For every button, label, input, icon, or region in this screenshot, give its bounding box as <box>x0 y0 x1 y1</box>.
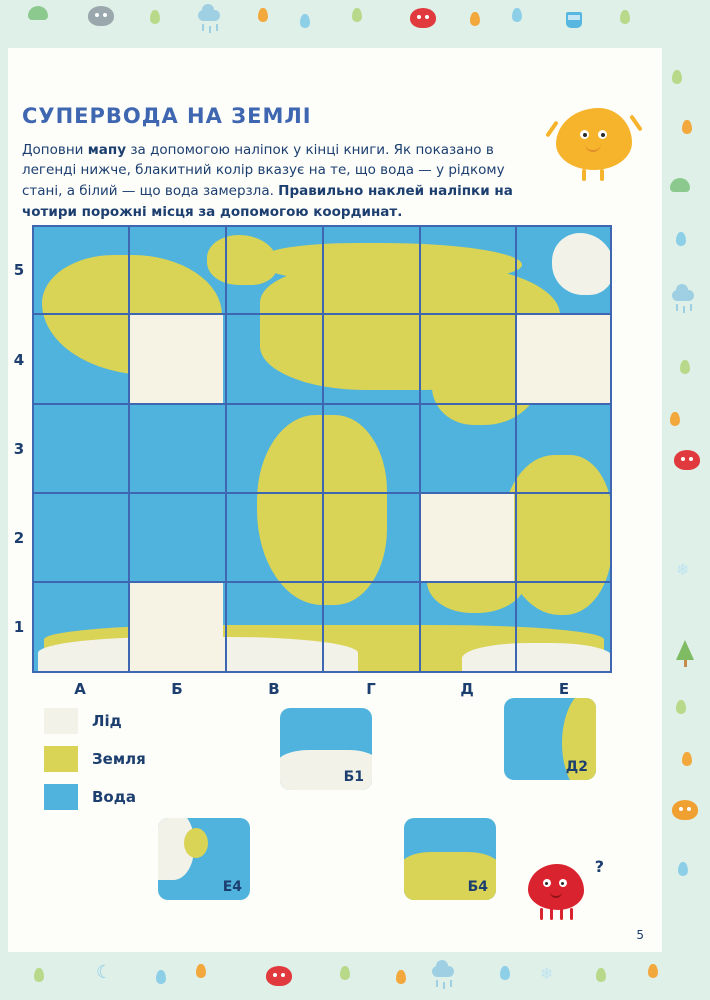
mascot-eye-right <box>598 130 607 139</box>
cloud-icon <box>672 290 694 301</box>
drop-icon <box>676 700 686 714</box>
blank-cell-d2[interactable] <box>420 493 514 581</box>
drop-icon <box>196 964 206 978</box>
sticker-e4-code: Е4 <box>222 879 242 895</box>
col-label-d: Д <box>460 680 474 698</box>
drop-icon <box>150 10 160 24</box>
col-label-e: Е <box>558 680 570 698</box>
drop-icon <box>672 70 682 84</box>
drop-icon <box>596 968 606 982</box>
drop-icon <box>512 8 522 22</box>
legend-swatch-ice <box>44 708 78 734</box>
row-label-3: 3 <box>13 440 25 458</box>
drop-icon <box>396 970 406 984</box>
sticker-e4[interactable] <box>158 818 250 900</box>
orange-blob-icon <box>672 800 698 820</box>
legend-swatch-land <box>44 746 78 772</box>
drop-icon <box>620 10 630 24</box>
ice-antarctic-shelf-2 <box>462 643 612 673</box>
sticker-e4-land <box>184 828 208 858</box>
decorative-border-right <box>662 0 710 1000</box>
sticker-d2-code: Д2 <box>565 759 588 775</box>
drop-icon <box>470 12 480 26</box>
bean-leg-4 <box>570 908 573 920</box>
mascot-eye-left <box>580 130 589 139</box>
rain-icon <box>450 980 452 987</box>
moon-icon: ☾ <box>96 962 113 983</box>
worksheet-content <box>8 48 662 952</box>
sticker-d2[interactable] <box>504 698 596 780</box>
red-blob-icon <box>410 8 436 28</box>
rain-icon <box>690 304 692 311</box>
snowflake-icon: ❄ <box>540 964 554 983</box>
legend-label-water: Вода <box>92 788 136 806</box>
instructions-part-1: Доповни <box>22 141 88 158</box>
instructions-bold-2: Правильно наклей наліпки на чотири порожні місця за допомогою координат. <box>22 183 513 221</box>
drop-icon <box>670 412 680 426</box>
bush-icon <box>670 178 690 192</box>
bush-icon <box>28 6 48 20</box>
col-label-v: В <box>268 680 280 698</box>
decorative-border-left <box>0 0 8 1000</box>
drop-icon <box>34 968 44 982</box>
drop-icon <box>678 862 688 876</box>
bean-body <box>528 864 584 910</box>
bean-leg-2 <box>550 908 553 920</box>
map-surface <box>32 225 612 673</box>
row-label-4: 4 <box>13 351 25 369</box>
rain-icon <box>436 980 438 987</box>
map-legend <box>44 708 146 822</box>
mascot-arm-right <box>629 114 643 131</box>
legend-swatch-water <box>44 784 78 810</box>
red-blob-icon <box>674 450 700 470</box>
cloud-icon <box>432 966 454 977</box>
cloud-icon <box>198 10 220 21</box>
legend-label-ice: Лід <box>92 712 122 730</box>
rain-icon <box>443 982 445 989</box>
drop-icon <box>340 966 350 980</box>
rain-icon <box>676 304 678 311</box>
legend-item-land <box>44 746 146 772</box>
legend-item-water <box>44 784 146 810</box>
rain-icon <box>216 24 218 31</box>
col-label-h: Г <box>366 680 376 698</box>
legend-item-ice <box>44 708 146 734</box>
mascot-body <box>556 108 632 170</box>
legend-label-land: Земля <box>92 750 146 768</box>
blank-cell-b1[interactable] <box>130 583 223 671</box>
drop-icon <box>680 360 690 374</box>
yellow-mascot <box>556 108 632 170</box>
snowflake-icon: ❄ <box>676 560 690 579</box>
drop-icon <box>500 966 510 980</box>
bean-eye-right <box>559 879 567 887</box>
decorative-border-top <box>0 0 710 48</box>
instructions-part-2: за допомогою наліпок у кінці книги. Як показано в легенді нижче, блакитний колір вказує на те, що вода — у рідкому стані, а білий — що вода замерзла. <box>22 141 505 200</box>
red-blob-icon <box>266 966 292 986</box>
drop-icon <box>648 964 658 978</box>
drop-icon <box>300 14 310 28</box>
instructions-bold-1: мапу <box>87 141 127 158</box>
blank-cell-e4[interactable] <box>516 315 610 403</box>
page-title: СУПЕРВОДА НА ЗЕМЛІ <box>22 104 312 129</box>
col-label-b: Б <box>171 680 183 698</box>
grey-blob-icon <box>88 6 114 26</box>
page-number: 5 <box>636 928 644 942</box>
drop-icon <box>352 8 362 22</box>
cup-icon <box>566 12 582 28</box>
drop-icon <box>156 970 166 984</box>
blank-cell-b4[interactable] <box>130 315 223 403</box>
row-label-5: 5 <box>13 261 25 279</box>
tree-icon <box>676 640 694 660</box>
tree-trunk-icon <box>684 660 687 667</box>
drop-icon <box>682 120 692 134</box>
bean-leg-3 <box>560 908 563 920</box>
sticker-b4-code: Б4 <box>467 879 488 895</box>
row-label-2: 2 <box>13 529 25 547</box>
sticker-b1-code: Б1 <box>343 769 364 785</box>
land-africa <box>257 415 387 605</box>
drop-icon <box>676 232 686 246</box>
rain-icon <box>202 24 204 31</box>
bean-eye-left <box>543 879 551 887</box>
bean-leg-1 <box>540 908 543 920</box>
row-label-1: 1 <box>13 618 25 636</box>
sticker-b1[interactable] <box>280 708 372 790</box>
mascot-leg-right <box>600 169 604 181</box>
world-map-grid[interactable] <box>13 225 612 698</box>
drop-icon <box>258 8 268 22</box>
rain-icon <box>209 26 211 33</box>
rain-icon <box>683 306 685 313</box>
drop-icon <box>682 752 692 766</box>
decorative-border-bottom <box>0 952 710 1000</box>
sticker-b4[interactable] <box>404 818 496 900</box>
instructions-text <box>22 140 542 224</box>
question-mark: ? <box>594 857 604 876</box>
mascot-leg-left <box>582 169 586 181</box>
red-bean-mascot <box>528 864 584 910</box>
col-label-a: А <box>74 680 86 698</box>
ice-greenland <box>552 233 612 295</box>
